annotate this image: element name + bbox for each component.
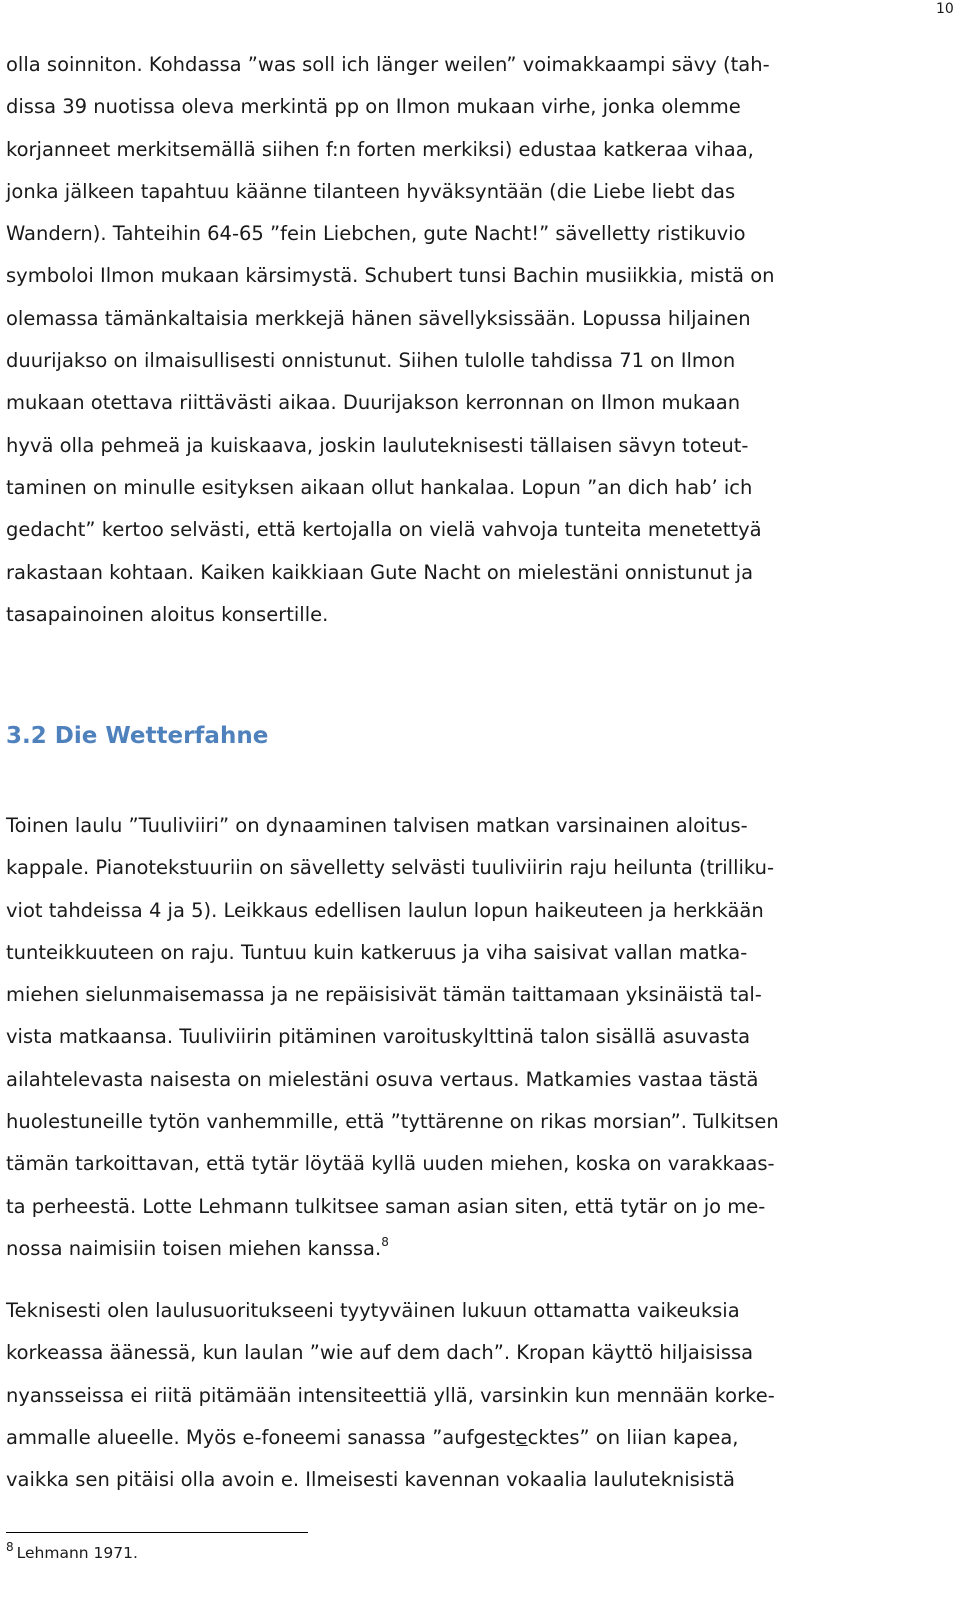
text-fragment: ckte — [527, 1425, 570, 1449]
text-line: olla soinniton. Kohdassa ”was soll ich länger weilen” voimakkaampi sävy (tah- — [6, 53, 770, 76]
text-line: Toinen laulu ”Tuuliviiri” on dynaaminen talvisen matkan varsinainen aloitus- — [6, 814, 748, 837]
text-line: jonka jälkeen tapahtuu käänne tilanteen hyväksyntään (die Liebe liebt das — [6, 179, 736, 203]
text-line: mukaan otettava riittävästi aikaa. Duurijakson kerronnan on Ilmon mukaan — [6, 391, 741, 415]
paragraph-1 — [6, 44, 931, 636]
text-line: tasapainoinen aloitus konsertille. — [6, 602, 329, 626]
text-line: symboloi Ilmon mukaan kärsimystä. Schubert tunsi Bachin musiikkia, mistä on — [6, 264, 775, 288]
text-line: duurijakso on ilmaisullisesti onnistunut. Siihen tulolle tahdissa 71 on Ilmon — [6, 349, 736, 373]
text-fragment: s” on liian kapea, — [569, 1425, 739, 1449]
text-line: tunteikkuuteen on raju. Tuntuu kuin katkeruus ja viha saisivat vallan matka- — [6, 940, 748, 964]
paragraph-2 — [6, 805, 931, 1270]
section-heading — [6, 716, 268, 756]
text-line: Wandern). Tahteihin 64-65 ”fein Liebchen, gute Nacht!” sävelletty ristikuvio — [6, 222, 746, 246]
paragraph-3 — [6, 1290, 931, 1501]
footnote-separator — [6, 1532, 308, 1533]
section-number: 3.2 — [6, 723, 47, 749]
text-line: kappale. Pianotekstuuriin on sävelletty selvästi tuuliviirin raju heilunta (trilliku- — [6, 856, 774, 880]
text-line: korkeassa äänessä, kun laulan ”wie auf dem dach”. Kropan käyttö hiljaisissa — [6, 1341, 754, 1365]
underlined-letter: e — [515, 1425, 528, 1449]
footnote — [6, 1542, 138, 1564]
text-line — [6, 1417, 931, 1459]
text-line: gedacht” kertoo selvästi, että kertojalla on vielä vahvoja tunteita menetettyä — [6, 518, 762, 542]
text-line: ailahtelevasta naisesta on mielestäni osuva vertaus. Matkamies vastaa tästä — [6, 1067, 759, 1091]
text-line: tämän tarkoittavan, että tytär löytää kyllä uuden miehen, koska on varakkaas- — [6, 1152, 775, 1176]
footnote-text: Lehmann 1971. — [16, 1544, 138, 1562]
text-line: rakastaan kohtaan. Kaiken kaikkiaan Gute Nacht on mielestäni onnistunut ja — [6, 560, 754, 584]
text-line: Teknisesti olen laulusuoritukseeni tyytyväinen lukuun ottamatta vaikeuksia — [6, 1299, 740, 1322]
text-fragment: ammalle alueelle. Myös e-foneemi sanassa ”aufgest — [6, 1425, 516, 1449]
text-line: taminen on minulle esityksen aikaan ollut hankalaa. Lopun ”an dich hab’ ich — [6, 475, 753, 499]
text-line: vista matkaansa. Tuuliviirin pitäminen varoituskylttinä talon sisällä asuvasta — [6, 1025, 751, 1049]
text-line: dissa 39 nuotissa oleva merkintä pp on Ilmon mukaan virhe, jonka olemme — [6, 95, 741, 119]
section-title: Die Wetterfahne — [54, 723, 269, 749]
text-line: korjanneet merkitsemällä siihen f:n forten merkiksi) edustaa katkeraa vihaa, — [6, 137, 754, 161]
footnote-number: 8 — [6, 1540, 14, 1554]
text-line-last — [6, 1228, 931, 1270]
text-line: nyansseissa ei riitä pitämään intensiteettiä yllä, varsinkin kun mennään korke- — [6, 1383, 775, 1407]
text-line: ta perheestä. Lotte Lehmann tulkitsee saman asian siten, että tytär on jo me- — [6, 1194, 766, 1218]
text-line: huolestuneille tytön vanhemmille, että ”tyttärenne on rikas morsian”. Tulkitsen — [6, 1110, 779, 1134]
text-fragment: nossa naimisiin toisen miehen kanssa. — [6, 1236, 382, 1260]
text-line: miehen sielunmaisemassa ja ne repäisisivät tämän taittamaan yksinäistä tal- — [6, 983, 762, 1007]
page-number: 10 — [936, 1, 954, 17]
text-line: viot tahdeissa 4 ja 5). Leikkaus edellisen laulun lopun haikeuteen ja herkkään — [6, 898, 764, 922]
text-line: olemassa tämänkaltaisia merkkejä hänen sävellyksissään. Lopussa hiljainen — [6, 306, 751, 330]
footnote-reference[interactable]: 8 — [381, 1234, 389, 1249]
text-line: hyvä olla pehmeä ja kuiskaava, joskin lauluteknisesti tällaisen sävyn toteut- — [6, 433, 749, 457]
text-line: vaikka sen pitäisi olla avoin e. Ilmeisesti kavennan vokaalia lauluteknisistä — [6, 1468, 735, 1492]
